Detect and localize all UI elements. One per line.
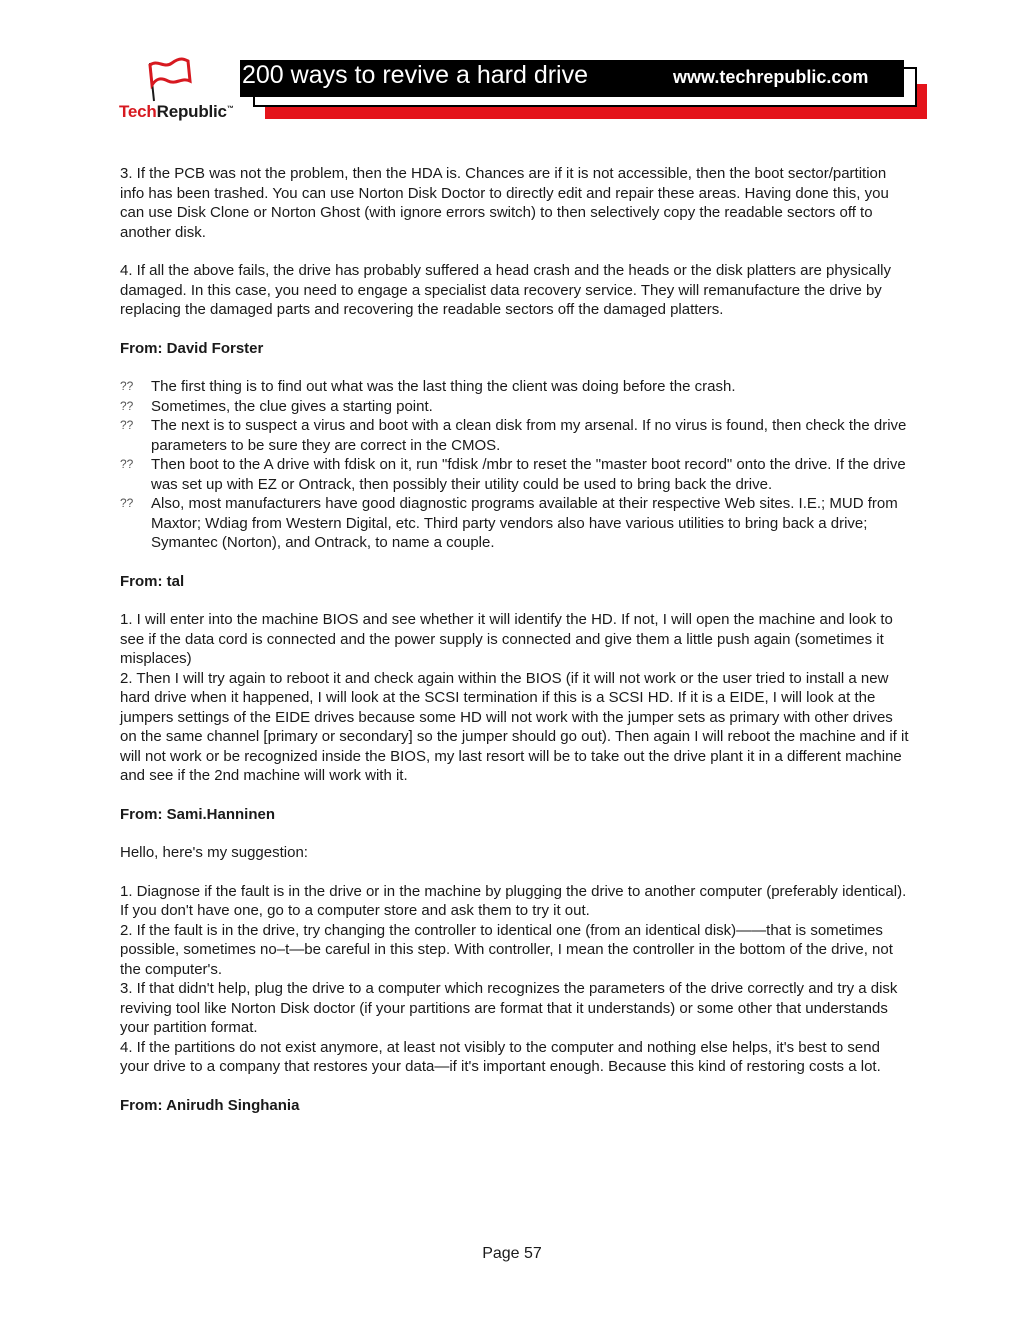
techrepublic-logo: [112, 55, 242, 125]
author-heading: From: tal: [120, 572, 185, 590]
list-item-text: The next is to suspect a virus and boot with a clean disk from my arsenal. If no virus is found, then check the drive parameters to be sure they are correct in the CMOS.: [151, 417, 907, 454]
flag-icon: [142, 55, 194, 103]
step-item: 4. If the partitions do not exist anymore, at least not visibly to the computer and nothing else helps, it's best to send your drive to a company that restores your data—if it's important enough. Because this kind of restoring costs a lot.: [120, 1038, 881, 1075]
paragraph: 4. If all the above fails, the drive has probably suffered a head crash and the heads or the disk platters are physically damaged. In this case, you need to engage a specialist data recovery service. They will remanufacture the drive by replacing the damaged parts and recovering the readable sectors off the damaged platters.: [120, 262, 892, 318]
list-item: [120, 455, 910, 494]
page-content: [120, 164, 910, 1134]
bullet-mark: ??: [120, 496, 134, 510]
list-item: [120, 494, 910, 553]
author-heading: From: Sami.Hanninen: [120, 805, 276, 823]
list-item: [120, 377, 910, 397]
list-item-text: Also, most manufacturers have good diagnostic programs available at their respective Web sites. I.E.; MUD from Maxtor; Wdiag from Western Digital, etc. Third party vendors also have various utilities to bring back a drive; Symantec (Norton), and Ontrack, to name a couple.: [151, 495, 898, 551]
bullet-mark: ??: [120, 418, 134, 432]
list-item: [120, 397, 910, 417]
site-url: www.techrepublic.com: [673, 67, 869, 87]
logo-republic-text: Republic: [156, 102, 227, 121]
greeting: Hello, here's my suggestion:: [120, 844, 308, 861]
bullet-list: [120, 377, 910, 553]
list-item-text: The first thing is to find out what was the last thing the client was doing before the crash.: [151, 378, 736, 395]
step-item: 2. If the fault is in the drive, try changing the controller to identical one (from an identical disk)——that is sometimes possible, sometimes no–t—be careful in this step. With controller, I mean the controller in the bottom of the drive, not the computer's.: [120, 921, 893, 978]
paragraph-line: 1. I will enter into the machine BIOS and see whether it will identify the HD. If not, I will open the machine and look to see if the data cord is connected and the power supply is connected and give them a little push again (sometimes it misplaces): [120, 611, 893, 667]
logo-wordmark: [119, 102, 234, 122]
step-item: 3. If that didn't help, plug the drive to a computer which recognizes the parameters of the drive correctly and try a disk reviving tool like Norton Disk doctor (if your partitions are format that it understands) or some other that understands your partition format.: [120, 980, 898, 1036]
paragraph: 2. Then I will try again to reboot it and check again within the BIOS (if it will not work or the user tried to install a new hard drive when it happened, I will look at the SCSI termination if this is a SCSI HD. If it is a EIDE, I will look at the jumpers settings of the EIDE drives because some HD will not work with the jumper sets as primary with other drives on the same channel [primary or secondary] so the jumper should go out). Then again I will reboot the machine and if it will not work or be recognized inside the BIOS, my last resort will be to take out the drive plant it in a different machine and see if the 2nd machine will work with it.: [120, 669, 909, 784]
author-heading: From: David Forster: [120, 339, 264, 357]
page-number: Page 57: [482, 1245, 542, 1262]
trademark-mark: ™: [226, 105, 234, 113]
bullet-mark: ??: [120, 457, 134, 471]
list-item: [120, 416, 910, 455]
document-title: 200 ways to revive a hard drive: [242, 61, 589, 89]
author-heading: From: Anirudh Singhania: [120, 1096, 300, 1114]
list-item-text: Sometimes, the clue gives a starting point.: [151, 397, 433, 415]
step-item: 1. Diagnose if the fault is in the drive or in the machine by plugging the drive to another computer (preferably identical). If you don't have one, go to a computer store and ask them to try it out.: [120, 882, 907, 919]
bullet-mark: ??: [120, 379, 134, 393]
bullet-mark: ??: [120, 398, 134, 413]
list-item-text: Then boot to the A drive with fdisk on it, run "fdisk /mbr to reset the "master boot record" onto the drive. If the drive was set up with EZ or Ontrack, then possibly their utility could be used to bring back the drive.: [151, 456, 906, 493]
paragraph: 3. If the PCB was not the problem, then the HDA is. Chances are if it is not accessible, then the boot sector/partition info has been trashed. You can use Norton Disk Doctor to directly edit and repair these areas. Having done this, you can use Disk Clone or Norton Ghost (with ignore errors switch) to then selectively copy the readable sectors off to another disk.: [120, 165, 889, 241]
logo-tech-text: Tech: [119, 102, 157, 121]
